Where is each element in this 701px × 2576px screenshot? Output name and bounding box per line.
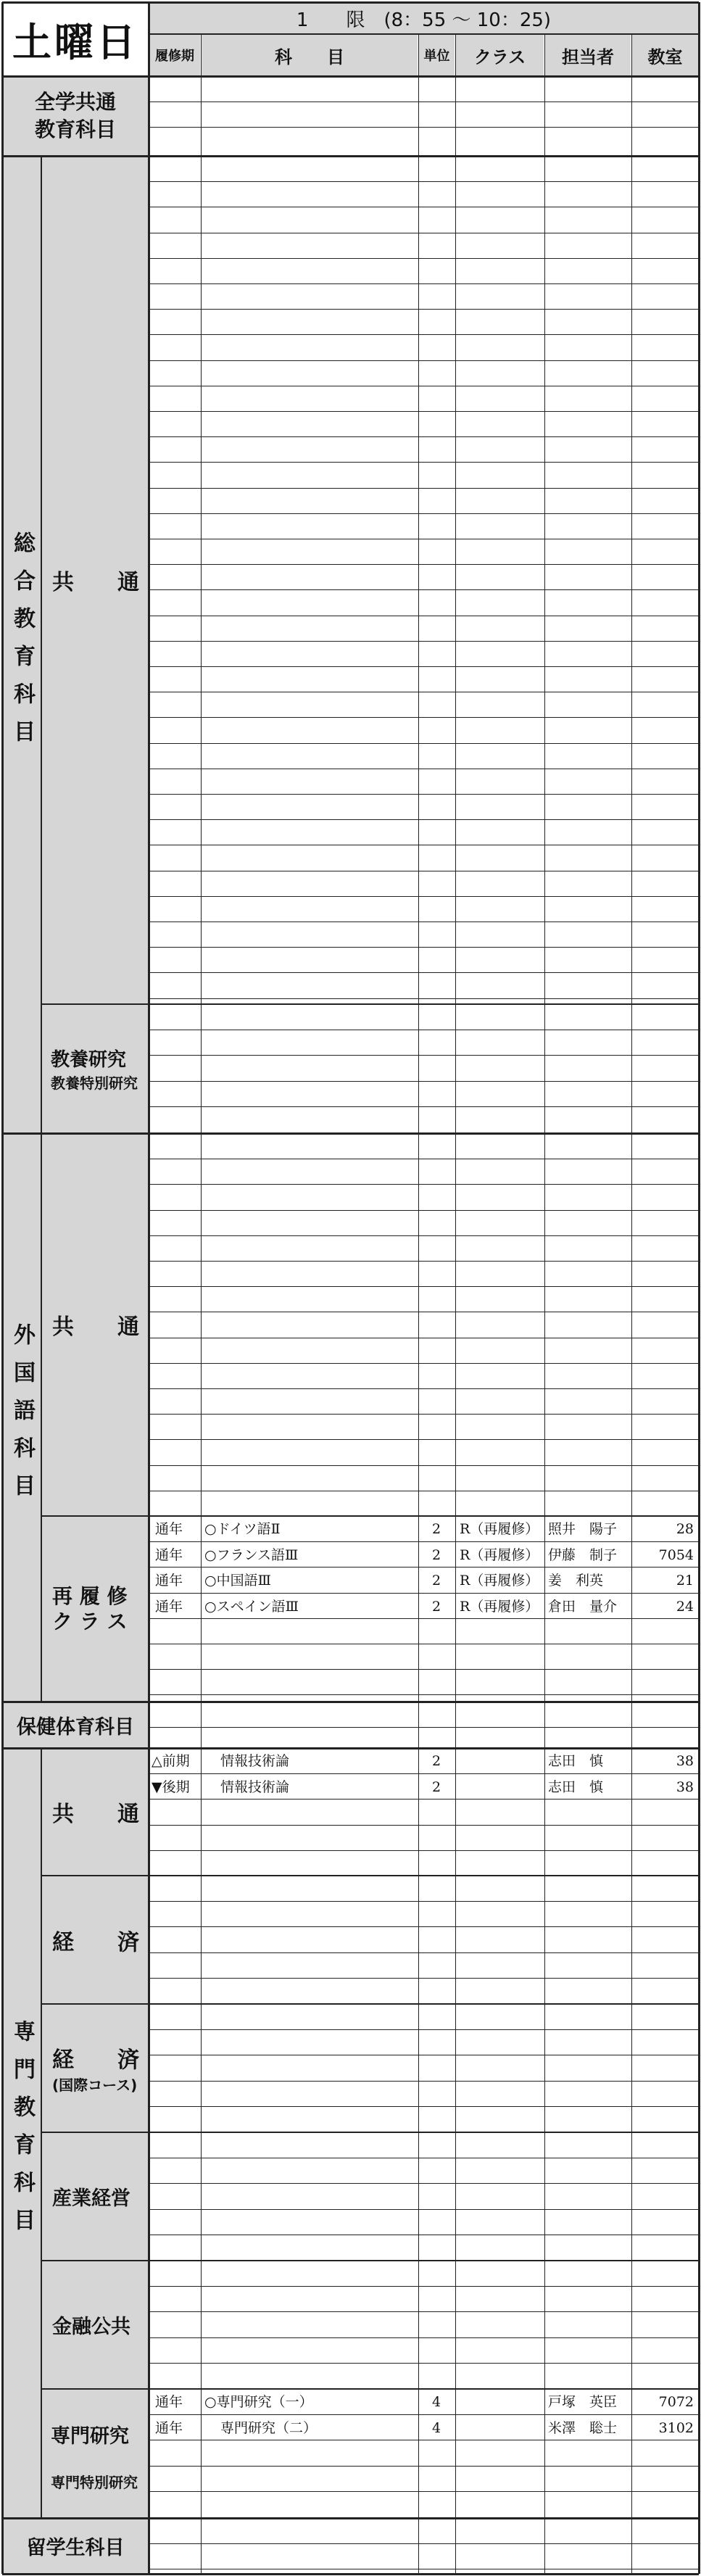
- course-room: 21: [676, 1573, 694, 1589]
- label-keizai: 経 済: [52, 1929, 139, 1955]
- label-kyoyo-kenkyu: 教養研究: [51, 1049, 127, 1071]
- label-sangyo: 産業経営: [52, 2187, 130, 2210]
- course-term: 通年: [155, 1521, 183, 1537]
- course-subject: ○専門研究（一）: [204, 2394, 313, 2410]
- course-room: 7072: [658, 2394, 694, 2410]
- col-term: 履修期: [149, 35, 200, 75]
- course-term: 通年: [155, 1547, 183, 1563]
- course-subject: 専門研究（二）: [220, 2420, 318, 2436]
- label-senmon-kyotsu: 共 通: [52, 1802, 139, 1827]
- course-credit: 2: [432, 1779, 441, 1795]
- label-sairishu: 再 履 修 ク ラ ス: [52, 1584, 128, 1633]
- course-room: 28: [676, 1521, 694, 1537]
- label-kyoyo-tokubetsu: 教養特別研究: [51, 1074, 138, 1092]
- label-senmon-kenkyu-block: [42, 2390, 148, 2517]
- label-keizai-kokusai: 経 済 (国際コース): [42, 2005, 148, 2132]
- course-class: R（再履修）: [460, 1573, 539, 1589]
- course-room: 7054: [658, 1547, 694, 1563]
- course-subject: ○スペイン語Ⅲ: [204, 1599, 299, 1615]
- day-title: 土曜日: [12, 19, 138, 65]
- course-teacher: 志田 慎: [548, 1779, 604, 1795]
- col-subject: 科 目: [202, 35, 418, 75]
- label-senmon: 専門教育科目: [9, 2020, 35, 2246]
- label-ryugakusei: 留学生科目: [26, 2537, 125, 2559]
- course-teacher: 姜 利英: [548, 1573, 604, 1589]
- course-credit: 2: [432, 1547, 441, 1563]
- label-kokusai-course: (国際コース): [52, 2076, 138, 2094]
- course-credit: 2: [432, 1521, 441, 1537]
- label-zengaku: 全学共通 教育科目: [34, 90, 116, 141]
- course-teacher: 倉田 量介: [548, 1599, 618, 1615]
- label-sougou: 総合教育科目: [9, 531, 35, 758]
- label-senmon-kenkyu: 専門研究: [51, 2425, 129, 2448]
- period-title: 1 限 (8：55 〜 10：25): [149, 3, 698, 33]
- label-hoken: 保健体育科目: [17, 1715, 134, 1739]
- course-term: 通年: [155, 2394, 183, 2410]
- course-teacher: 志田 慎: [548, 1753, 604, 1769]
- label-kyoyo: [42, 1005, 148, 1132]
- course-subject: 情報技術論: [220, 1779, 290, 1795]
- label-kinyu: 金融公共: [52, 2316, 130, 2338]
- course-term: 通年: [155, 1599, 183, 1615]
- label-gaikokugo: 外国語科目: [9, 1323, 35, 1512]
- label-senmon-tokubetsu: 専門特別研究: [51, 2474, 138, 2491]
- course-room: 3102: [658, 2420, 694, 2436]
- course-credit: 2: [432, 1753, 441, 1769]
- course-room: 38: [676, 1779, 694, 1795]
- label-sougou-kyotsu: 共 通: [52, 570, 139, 595]
- course-subject: ○フランス語Ⅲ: [204, 1547, 299, 1563]
- course-teacher: 米澤 聡士: [548, 2420, 618, 2436]
- course-subject: ○ドイツ語Ⅱ: [204, 1521, 281, 1537]
- course-class: R（再履修）: [460, 1599, 539, 1615]
- course-term: △前期: [152, 1753, 190, 1769]
- course-subject: ○中国語Ⅲ: [204, 1573, 271, 1589]
- col-credit: 単位: [419, 35, 455, 75]
- course-credit: 4: [432, 2394, 441, 2410]
- col-room: 教室: [632, 35, 698, 75]
- course-class: R（再履修）: [460, 1521, 539, 1537]
- course-term: 通年: [155, 2420, 183, 2436]
- course-teacher: 戸塚 英臣: [548, 2394, 618, 2410]
- course-credit: 2: [432, 1599, 441, 1615]
- col-class: クラス: [456, 35, 544, 75]
- course-credit: 2: [432, 1573, 441, 1589]
- course-teacher: 伊藤 制子: [548, 1547, 618, 1563]
- col-teacher: 担当者: [545, 35, 631, 75]
- course-room: 38: [676, 1753, 694, 1769]
- course-class: R（再履修）: [460, 1547, 539, 1563]
- course-teacher: 照井 陽子: [548, 1521, 618, 1537]
- course-term: ▼後期: [152, 1779, 190, 1795]
- course-subject: 情報技術論: [220, 1753, 290, 1769]
- course-room: 24: [676, 1599, 694, 1615]
- label-gaikokugo-kyotsu: 共 通: [52, 1314, 139, 1340]
- course-credit: 4: [432, 2420, 441, 2436]
- course-term: 通年: [155, 1573, 183, 1589]
